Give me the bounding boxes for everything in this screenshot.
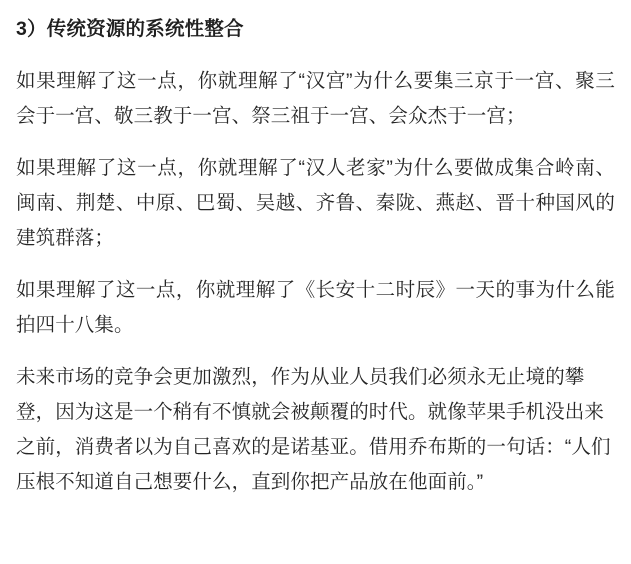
- paragraph-4: 未来市场的竞争会更加激烈，作为从业人员我们必须永无止境的攀登，因为这是一个稍有不慎就会被颠覆的时代。就像苹果手机没出来之前，消费者以为自己喜欢的是诺基亚。借用乔布斯的一句话：“人们压根不知道自己想要什么，直到你把产品放在他面前。”: [16, 366, 611, 493]
- paragraph-3: 如果理解了这一点，你就理解了《长安十二时辰》一天的事为什么能拍四十八集。: [16, 279, 615, 336]
- paragraph-1: 如果理解了这一点，你就理解了“汉宫”为什么要集三京于一宫、聚三会于一宫、敬三教于一宫、祭三祖于一宫、会众杰于一宫；: [16, 70, 615, 127]
- section-heading: 3）传统资源的系统性整合: [16, 18, 244, 40]
- paragraph-2: 如果理解了这一点，你就理解了“汉人老家”为什么要做成集合岭南、闽南、荆楚、中原、巴蜀、吴越、齐鲁、秦陇、燕赵、晋十种国风的建筑群落；: [16, 157, 615, 249]
